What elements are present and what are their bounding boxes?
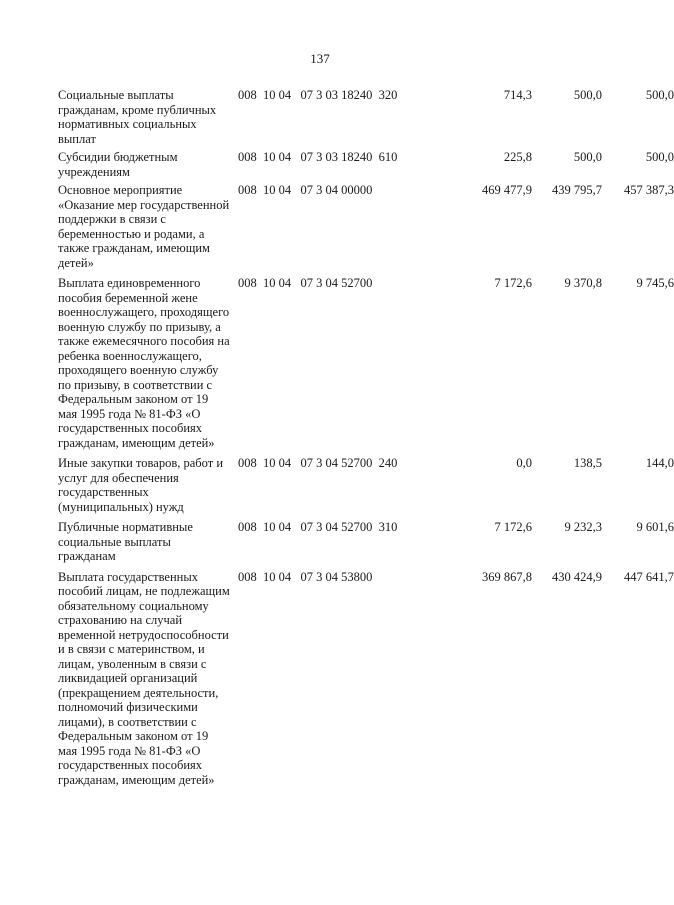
row-value-3: 457 387,3 [624,183,674,197]
row-value-3: 447 641,7 [624,569,674,584]
row-value-1: 0,0 [516,456,532,470]
row-name: Выплата единовременного пособия беременной жене военнослужащего, проходящего военную службу по призыву, а также ежемесячного пособия на ребенка военнослужащего, проходящего военную службу по призыву, в соответствии с Федеральным законом от 19 мая 1995 года № 81-ФЗ «О государственных пособиях гражданам, имеющим детей» [58,276,230,450]
row-value-2: 430 424,9 [552,569,602,584]
row-name: Субсидии бюджетным учреждениям [58,150,178,179]
table-row [58,569,674,788]
row-value-1: 369 867,8 [482,569,532,584]
row-value-2: 500,0 [573,88,602,102]
row-name: Выплата государственных пособий лицам, не подлежащим обязательному социальному страхованию на случай временной нетрудоспособности и в связи с материнством, и лицам, уволенным в связи с ликвидацией организаций (прекращением деятельности, полномочий физическими лицами), в соответствии с Федеральным законом от 19 мая 1995 года № 81-ФЗ «О государственных пособиях гражданам, имеющим детей» [58,569,230,787]
row-value-2: 138,5 [573,456,602,470]
row-name: Социальные выплаты гражданам, кроме публичных нормативных социальных выплат [58,88,217,146]
row-value-2: 9 232,3 [564,520,602,534]
row-code: 008 10 04 07 3 04 00000 [238,183,373,197]
row-code: 008 10 04 07 3 04 52700 [238,276,373,290]
row-value-3: 144,0 [645,456,674,470]
table-row [58,456,674,514]
row-value-2: 9 370,8 [564,276,602,290]
row-name: Публичные нормативные социальные выплаты гражданам [58,520,193,563]
table-row [58,150,674,179]
row-value-3: 500,0 [645,150,674,164]
page-number: 137 [310,51,330,66]
row-value-3: 9 745,6 [636,276,674,290]
row-value-1: 469 477,9 [482,183,532,197]
row-name: Основное мероприятие «Оказание мер государственной поддержки в связи с беременностью и родами, а также гражданам, имеющим детей» [58,183,230,270]
row-name: Иные закупки товаров, работ и услуг для обеспечения государственных (муниципальных) нужд [58,456,224,514]
table-row [58,276,674,450]
table-row [58,183,674,270]
row-value-1: 714,3 [503,88,532,102]
row-value-3: 500,0 [645,88,674,102]
row-value-1: 7 172,6 [494,276,532,290]
row-value-1: 7 172,6 [494,520,532,534]
row-code: 008 10 04 07 3 04 53800 [238,569,373,584]
budget-table [58,88,674,787]
row-value-3: 9 601,6 [636,520,674,534]
row-code: 008 10 04 07 3 03 18240 610 [238,150,398,164]
row-code: 008 10 04 07 3 04 52700 310 [238,520,398,534]
table-row [58,88,674,146]
row-code: 008 10 04 07 3 03 18240 320 [238,88,398,102]
row-code: 008 10 04 07 3 04 52700 240 [238,456,398,470]
row-value-1: 225,8 [503,150,532,164]
table-row [58,520,674,564]
row-value-2: 500,0 [573,150,602,164]
row-value-2: 439 795,7 [552,183,602,197]
